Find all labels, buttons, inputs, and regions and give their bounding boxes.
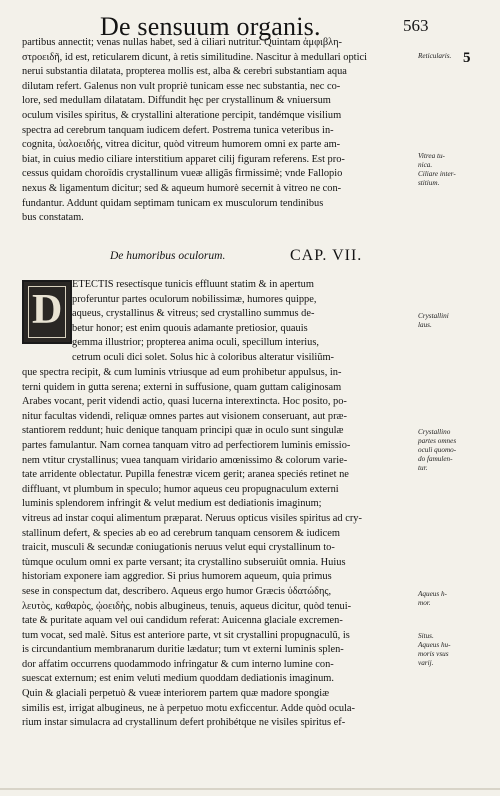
margin-note-partes: Crystallino partes omnes oculi quomo- do famulen- tur. bbox=[418, 428, 457, 472]
text-line: ETECTIS resectísque tunicis effluunt statim & in apertum bbox=[72, 279, 314, 290]
chapter-number: CAP. VII. bbox=[290, 247, 363, 264]
text-line: luminis splendorem infringit & velut medium est dediationis imaginum; bbox=[22, 498, 322, 510]
text-line: nitur facultas videndi, reliquæ omnes partes aut visionem conseruant, aut præ- bbox=[22, 410, 347, 422]
text-line: στροειδῆ, id est, reticularem dicunt, à retis similitudine. Nascitur à medullari optici bbox=[22, 51, 367, 63]
text-line: Quin & glaciali perpetuò & vueæ interiorem partem quæ madore spongiæ bbox=[22, 688, 330, 700]
text-line: stallinum defert, & species ab eo ad cerebrum tanquam censorem & iudicem bbox=[22, 527, 340, 539]
text-line: fundantur. Addunt quidam septimam tunicam ex musculorum tendinibus bbox=[22, 197, 324, 209]
text-line: dor affatim occurrens quodammodo infringatur & cum interno lumine con- bbox=[22, 658, 334, 670]
decorated-initial bbox=[22, 280, 72, 344]
text-line: proferuntur partes oculorum nobilissimæ, humores quippe, bbox=[72, 293, 317, 305]
text-line: oculum visiles spiritus, & crystallini alteratione percipit, tandémque visilium bbox=[22, 109, 342, 121]
text-line: dilutam refert. Galenus non vult propriè tunicam esse nec substantia, nec co- bbox=[22, 80, 341, 92]
text-line: tum vocat, sed malè. Situs est anteriore parte, vt sit crystallini propugnaculũ, is bbox=[22, 629, 350, 641]
text-line: biat, in cuius medio ciliare interstitium apparet cilij figuram referens. Est pro- bbox=[22, 153, 345, 165]
text-line: nerui substantia dilatata, propterea mollis est, alba & cerebri substantiam aqua bbox=[22, 66, 347, 78]
margin-note-situs: Situs. Aqueus hu- moris vsus varij. bbox=[418, 632, 451, 667]
text-line: λευτὸς, καθαρὸς, ᾠοειδὴς, nobis albugineus, tenuis, aqueus dicitur, quòd tenui- bbox=[22, 600, 352, 612]
text-line: aqueus, crystallinus & vitreus; sed crystallino summus de- bbox=[72, 308, 315, 320]
text-line: bus constatam. bbox=[22, 212, 84, 224]
text-line: sese in conspectum dat, describero. Aqueus ergo humor Græcis ὑδατώδης, bbox=[22, 585, 332, 597]
page-title: De sensuum organis. bbox=[100, 12, 321, 41]
page-bottom-edge bbox=[0, 788, 500, 790]
initial-letter: D bbox=[32, 287, 63, 333]
text-line: cessus quidam choroïdis crystallinum vueæ alligãs firmissimè; vnde Fallopio bbox=[22, 168, 343, 180]
text-line: traicit, musculi & secundæ coniugationis neruus velut equi crystallinum to- bbox=[22, 542, 335, 554]
text-line: suescat externum; est enim veluti medium quoddam dediationis imaginum. bbox=[22, 673, 334, 685]
text-line: cognita, ὑαλοειδής, vitrea dicitur, quòd vitreum humorem omni ex parte am- bbox=[22, 139, 341, 151]
margin-note-vitrea: Vitrea tu- nica. Ciliare inter- stitium. bbox=[418, 152, 456, 187]
signature-marker: 5 bbox=[463, 50, 471, 66]
margin-note-aqueus: Aqueus h- mor. bbox=[418, 590, 447, 607]
text-line: diffluant, vt plumbum in speculo; humor aqueus ceu propugnaculum externi bbox=[22, 483, 339, 495]
margin-note-reticularis: Reticularis. bbox=[418, 52, 452, 60]
text-line: terni quidem in gutta serena; externi in suffusione, quam guttam caliginosam bbox=[22, 381, 342, 393]
text-line: gemma illustrior; propterea anima oculi, specillum interius, bbox=[72, 337, 320, 349]
text-line: spectra ad cerebrum tanquam iudicem defert. Postrema tunica veteribus in- bbox=[22, 124, 334, 136]
chapter-subtitle: De humoribus oculorum. bbox=[110, 250, 226, 262]
text-line: partes famulantur. Nam cornea tanquam vitro ad perfectiorem luminis emissio- bbox=[22, 439, 351, 451]
text-line: rium instar simulacra ad crystallinum defert prohibétque ne visiles spiritus ef- bbox=[22, 717, 346, 729]
paragraph-humors-body bbox=[22, 366, 416, 731]
text-line: tùmque oculum omni ex parte versant; ita crystallino subseruiũt omnia. Huius bbox=[22, 556, 346, 568]
text-line: tate arridente oblectatur. Pupilla fenestræ vicem gerit; aranea speciés retinet ne bbox=[22, 469, 349, 481]
text-line: Arabes vocant, perit videndi actio, quasi lucerna interextincta. Hoc posito, po- bbox=[22, 396, 347, 408]
page-number: 563 bbox=[403, 16, 429, 35]
text-line: is circundantium membranarum duritie lædatur; tum vt externi luminis splen- bbox=[22, 644, 344, 656]
text-line: cetrum oculi dici solet. Solus hic à coloribus alteratur visiliũm- bbox=[72, 351, 335, 363]
text-line: similis est, irrigat albugineus, ne à perpetuo motu exficcentur. Adde quòd ocula- bbox=[22, 702, 355, 714]
text-line: nem vtitur crystallinus; vuea tanquam viridario amœnissimo & colorum varie- bbox=[22, 454, 348, 466]
chapter-heading bbox=[22, 247, 416, 267]
text-line: historiam exponere iam aggredior. Si prius humorem aqueum, quia primus bbox=[22, 571, 332, 583]
paragraph-tunics bbox=[22, 36, 416, 226]
margin-note-crystallini: Crystallini laus. bbox=[418, 312, 449, 329]
text-line: tate & puritate aquam vel oui candidum referat: Auicenna glaciale excremen- bbox=[22, 615, 343, 627]
text-line: que spectra recipit, & cum luminis vtriusque ad eum prohibetur appulsus, in- bbox=[22, 367, 342, 378]
text-line: partibus annectit; venas nullas habet, sed à ciliari nutritur. Quintam ἀμφιβλη- bbox=[22, 37, 342, 48]
text-line: lore, sed medullam dilatatam. Diffundit hęc per crystallinum & vniuersum bbox=[22, 95, 331, 107]
text-line: nexus & ligamentum dicitur; sed & aqueum humorè secernit à vitreo ne con- bbox=[22, 182, 342, 194]
text-line: vitreus ad instar coqui alimentum præparat. Neruus opticus visiles spiritus ad cry- bbox=[22, 512, 362, 524]
paragraph-humors-intro bbox=[72, 278, 416, 366]
text-line: betur honor; est enim quouis adamante pretiosior, quauis bbox=[72, 322, 308, 334]
text-line: stantiorem reddunt; huic denique tanquam principi quæ in oculo sunt singulæ bbox=[22, 425, 344, 437]
